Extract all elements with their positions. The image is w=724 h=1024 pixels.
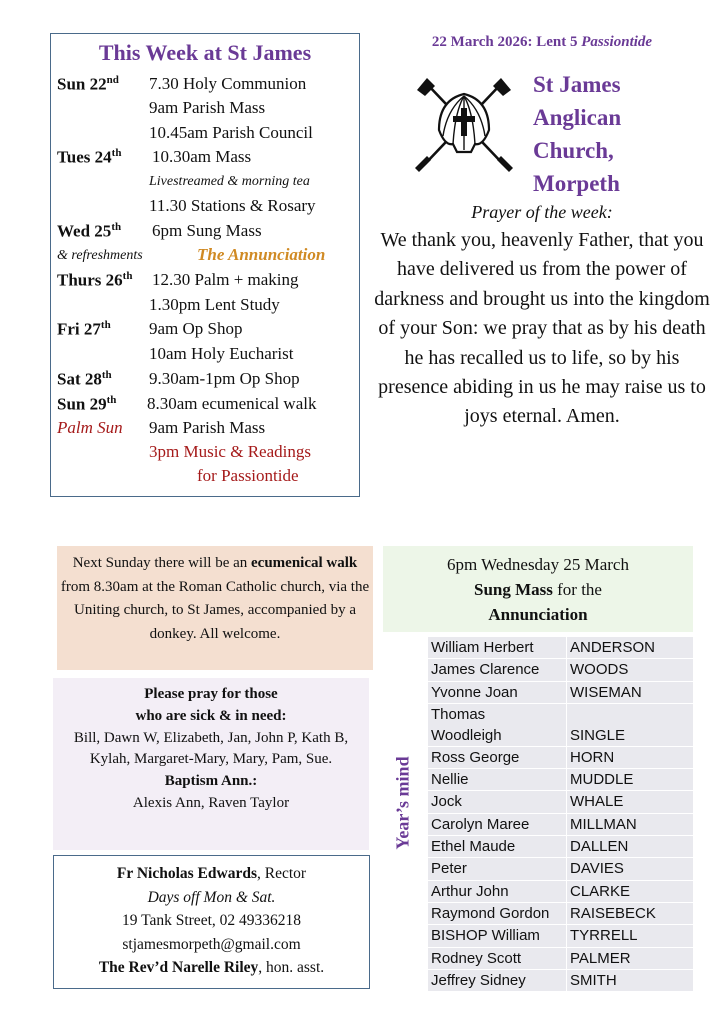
day-fri-27: Fri 27th bbox=[57, 319, 111, 339]
email-link[interactable]: stjamesmorpeth@gmail.com bbox=[122, 935, 301, 953]
event: 3pm Music & Readings bbox=[149, 442, 311, 461]
prayer-heading: Prayer of the week: bbox=[471, 202, 613, 222]
date-line: 22 March 2026: Lent 5 Passiontide bbox=[431, 34, 653, 50]
surname: PALMER bbox=[570, 949, 631, 967]
surname: DALLEN bbox=[570, 838, 629, 856]
prayer-list-subheading: who are sick & in need: bbox=[135, 707, 287, 724]
surname: ANDERSON bbox=[570, 639, 656, 656]
table-row bbox=[428, 948, 693, 970]
given-names: James Clarence bbox=[428, 659, 567, 680]
table-row bbox=[428, 791, 693, 813]
event: 9am Parish Mass bbox=[149, 98, 266, 117]
event: 11.30 Stations & Rosary bbox=[149, 196, 316, 215]
given-names: Jeffrey Sidney bbox=[428, 970, 567, 991]
surname: HORN bbox=[570, 748, 615, 766]
event: 7.30 Holy Communion bbox=[149, 74, 307, 93]
surname: SINGLE bbox=[570, 726, 626, 744]
prayer-text: We thank you, heavenly Father, that you have delivered us from the power of darkness and brought us into the kingdom of your Son: we pray that as by his death he has recalled us to life, so by his presence abiding in us he may raise us to joys eternal. Amen. bbox=[374, 229, 710, 428]
table-row bbox=[428, 903, 693, 925]
table-row bbox=[428, 704, 693, 747]
annunciation-notice: 6pm Wednesday 25 March Sung Mass for the Annunciation bbox=[383, 546, 693, 632]
surname: WISEMAN bbox=[570, 683, 642, 701]
years-mind-label: Year’s mind bbox=[392, 756, 413, 850]
table-row bbox=[428, 659, 693, 681]
event: 10.45am Parish Council bbox=[149, 123, 313, 142]
table-row bbox=[428, 814, 693, 836]
table-row bbox=[428, 858, 693, 880]
given-names: Ethel Maude bbox=[428, 836, 567, 857]
surname: CLARKE bbox=[570, 882, 631, 900]
event: 12.30 Palm + making bbox=[152, 270, 299, 289]
table-row bbox=[428, 682, 693, 704]
prayer-list-box bbox=[53, 678, 369, 850]
event: 10.30am Mass bbox=[152, 147, 252, 166]
church-name: St James Anglican Church, Morpeth bbox=[533, 72, 622, 196]
given-names: Rodney Scott bbox=[428, 948, 567, 969]
scallop-shell-crest-icon bbox=[413, 72, 515, 172]
table-row bbox=[428, 925, 693, 947]
table-row bbox=[428, 970, 693, 992]
given-names: Ross George bbox=[428, 747, 567, 768]
event: 10am Holy Eucharist bbox=[149, 344, 294, 363]
event: 9am Op Shop bbox=[149, 319, 243, 338]
given-names: Peter bbox=[428, 858, 567, 879]
day-sun-22: Sun 22nd bbox=[57, 74, 119, 94]
surname: TYRRELL bbox=[570, 927, 638, 945]
table-row bbox=[428, 836, 693, 858]
surname: SMITH bbox=[570, 971, 617, 989]
palm-sunday-label: Palm Sun bbox=[57, 418, 123, 437]
given-names: William Herbert bbox=[428, 637, 567, 658]
given-names: Arthur John bbox=[428, 881, 567, 902]
event: for Passiontide bbox=[197, 466, 299, 485]
address: 19 Tank Street, 02 49336218 bbox=[121, 912, 301, 929]
day-wed-25: Wed 25th bbox=[57, 221, 122, 241]
given-names: Carolyn Maree bbox=[428, 814, 567, 835]
table-row bbox=[428, 637, 693, 659]
event: 9.30am-1pm Op Shop bbox=[149, 369, 300, 388]
given-names: BISHOP William bbox=[428, 925, 567, 946]
years-mind-table bbox=[428, 637, 693, 992]
table-row bbox=[428, 881, 693, 903]
rector-contact-box: Fr Nicholas Edwards, Rector Days off Mon & Sat. 19 Tank Street, 02 49336218 stjamesmorpeth@gmail.com The Rev’d Narelle Riley, hon. asst. bbox=[53, 855, 370, 989]
ecumenical-walk-notice: Next Sunday there will be an ecumenical walk from 8.30am at the Roman Catholic church, via the Uniting church, to St James, accompanied by a donkey. All welcome. bbox=[57, 546, 373, 670]
surname: WOODS bbox=[570, 661, 629, 679]
surname: MUDDLE bbox=[570, 771, 634, 789]
event: 1.30pm Lent Study bbox=[149, 295, 280, 314]
assistant-name: The Rev’d Narelle Riley bbox=[98, 959, 259, 976]
rector-name: Fr Nicholas Edwards bbox=[116, 865, 257, 882]
given-names: Yvonne Joan bbox=[428, 682, 567, 703]
prayer-list-heading: Please pray for those bbox=[144, 686, 278, 702]
event-note: Livestreamed & morning tea bbox=[149, 174, 310, 189]
event: 6pm Sung Mass bbox=[152, 221, 262, 240]
day-sun-29: Sun 29th bbox=[57, 394, 117, 414]
given-names: Nellie bbox=[428, 769, 567, 790]
event: 8.30am ecumenical walk bbox=[147, 394, 317, 413]
table-row bbox=[428, 747, 693, 769]
days-off: Days off Mon & Sat. bbox=[147, 888, 276, 906]
surname: WHALE bbox=[570, 793, 624, 811]
this-week-box bbox=[50, 33, 360, 497]
table-row bbox=[428, 769, 693, 791]
event: 9am Parish Mass bbox=[149, 418, 266, 437]
surname: RAISEBECK bbox=[570, 904, 656, 922]
this-week-title: This Week at St James bbox=[98, 40, 312, 65]
surname: DAVIES bbox=[570, 860, 624, 878]
surname: MILLMAN bbox=[570, 815, 637, 833]
day-thu-26: Thurs 26th bbox=[57, 270, 133, 290]
given-names: Thomas Woodleigh bbox=[428, 704, 567, 746]
day-sat-28: Sat 28th bbox=[57, 369, 112, 389]
feast-annunciation: The Annunciation bbox=[197, 245, 326, 264]
prayer-list-names: Bill, Dawn W, Elizabeth, Jan, John P, Kath B, Kylah, Margaret-Mary, Mary, Pam, Sue. bbox=[73, 729, 349, 768]
day-tue-24: Tues 24th bbox=[57, 147, 122, 167]
given-names: Jock bbox=[428, 791, 567, 812]
baptism-names: Alexis Ann, Raven Taylor bbox=[132, 794, 290, 811]
event-note: & refreshments bbox=[57, 248, 143, 263]
baptism-heading: Baptism Ann.: bbox=[164, 773, 258, 790]
given-names: Raymond Gordon bbox=[428, 903, 567, 924]
